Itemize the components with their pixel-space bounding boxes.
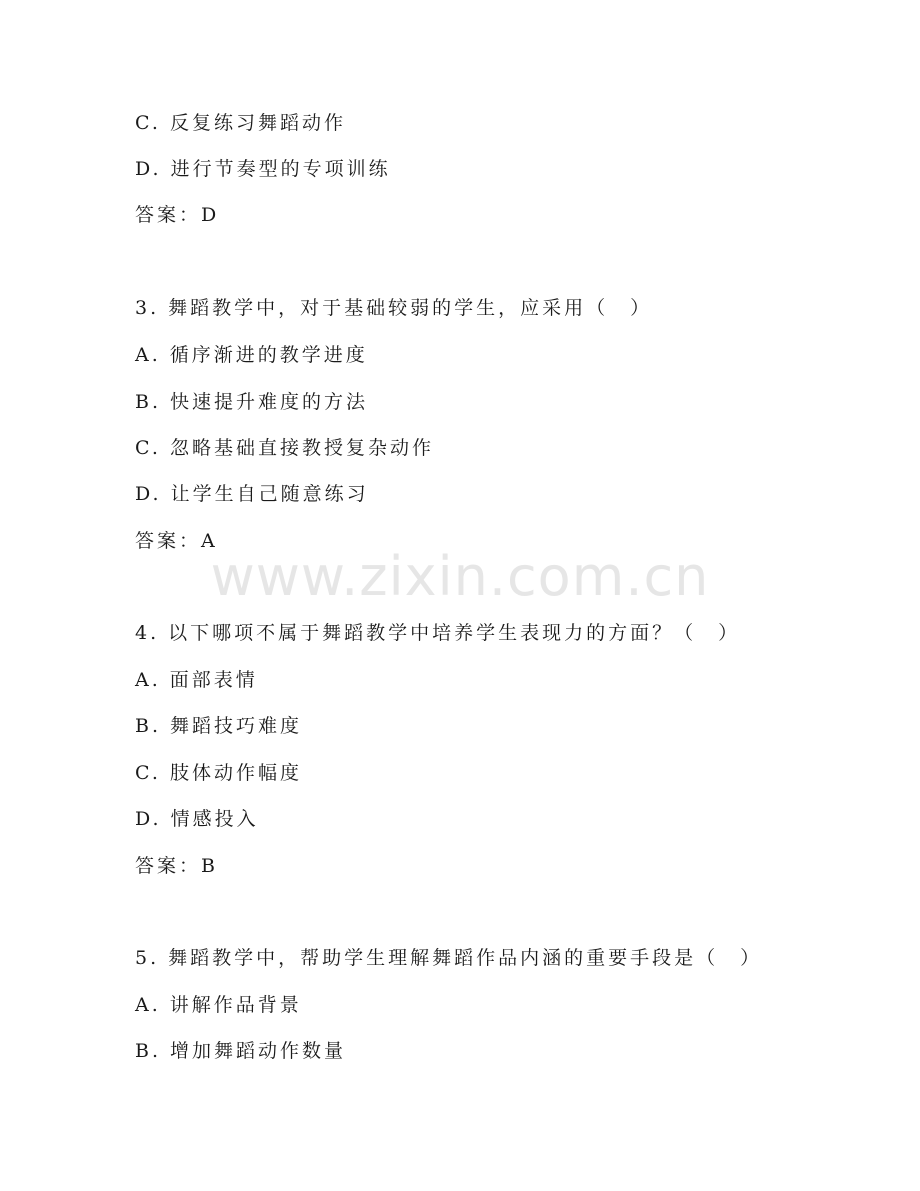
q4-answer: 答案：B <box>135 855 218 877</box>
q3-question: 3. 舞蹈教学中，对于基础较弱的学生，应采用（ ） <box>135 297 653 319</box>
q2-answer: 答案：D <box>135 204 220 226</box>
q5-question: 5. 舞蹈教学中，帮助学生理解舞蹈作品内涵的重要手段是（ ） <box>135 947 763 969</box>
q5-option-a: A. 讲解作品背景 <box>135 994 302 1016</box>
q5-option-b: B. 增加舞蹈动作数量 <box>135 1040 347 1062</box>
q3-option-a: A. 循序渐进的教学进度 <box>135 344 368 366</box>
q4-option-a: A. 面部表情 <box>135 669 258 691</box>
q3-option-d: D. 让学生自己随意练习 <box>135 483 369 505</box>
q3-option-b: B. 快速提升难度的方法 <box>135 391 369 413</box>
q4-option-b: B. 舞蹈技巧难度 <box>135 715 303 737</box>
q3-answer: 答案：A <box>135 530 218 552</box>
q3-option-c: C. 忽略基础直接教授复杂动作 <box>135 437 434 459</box>
q2-option-d: D. 进行节奏型的专项训练 <box>135 158 391 180</box>
q2-option-c: C. 反复练习舞蹈动作 <box>135 112 346 134</box>
q4-question: 4. 以下哪项不属于舞蹈教学中培养学生表现力的方面？（ ） <box>135 622 741 644</box>
q4-option-c: C. 肢体动作幅度 <box>135 762 302 784</box>
q4-option-d: D. 情感投入 <box>135 808 259 830</box>
watermark: www.zixin.com.cn <box>210 545 710 608</box>
